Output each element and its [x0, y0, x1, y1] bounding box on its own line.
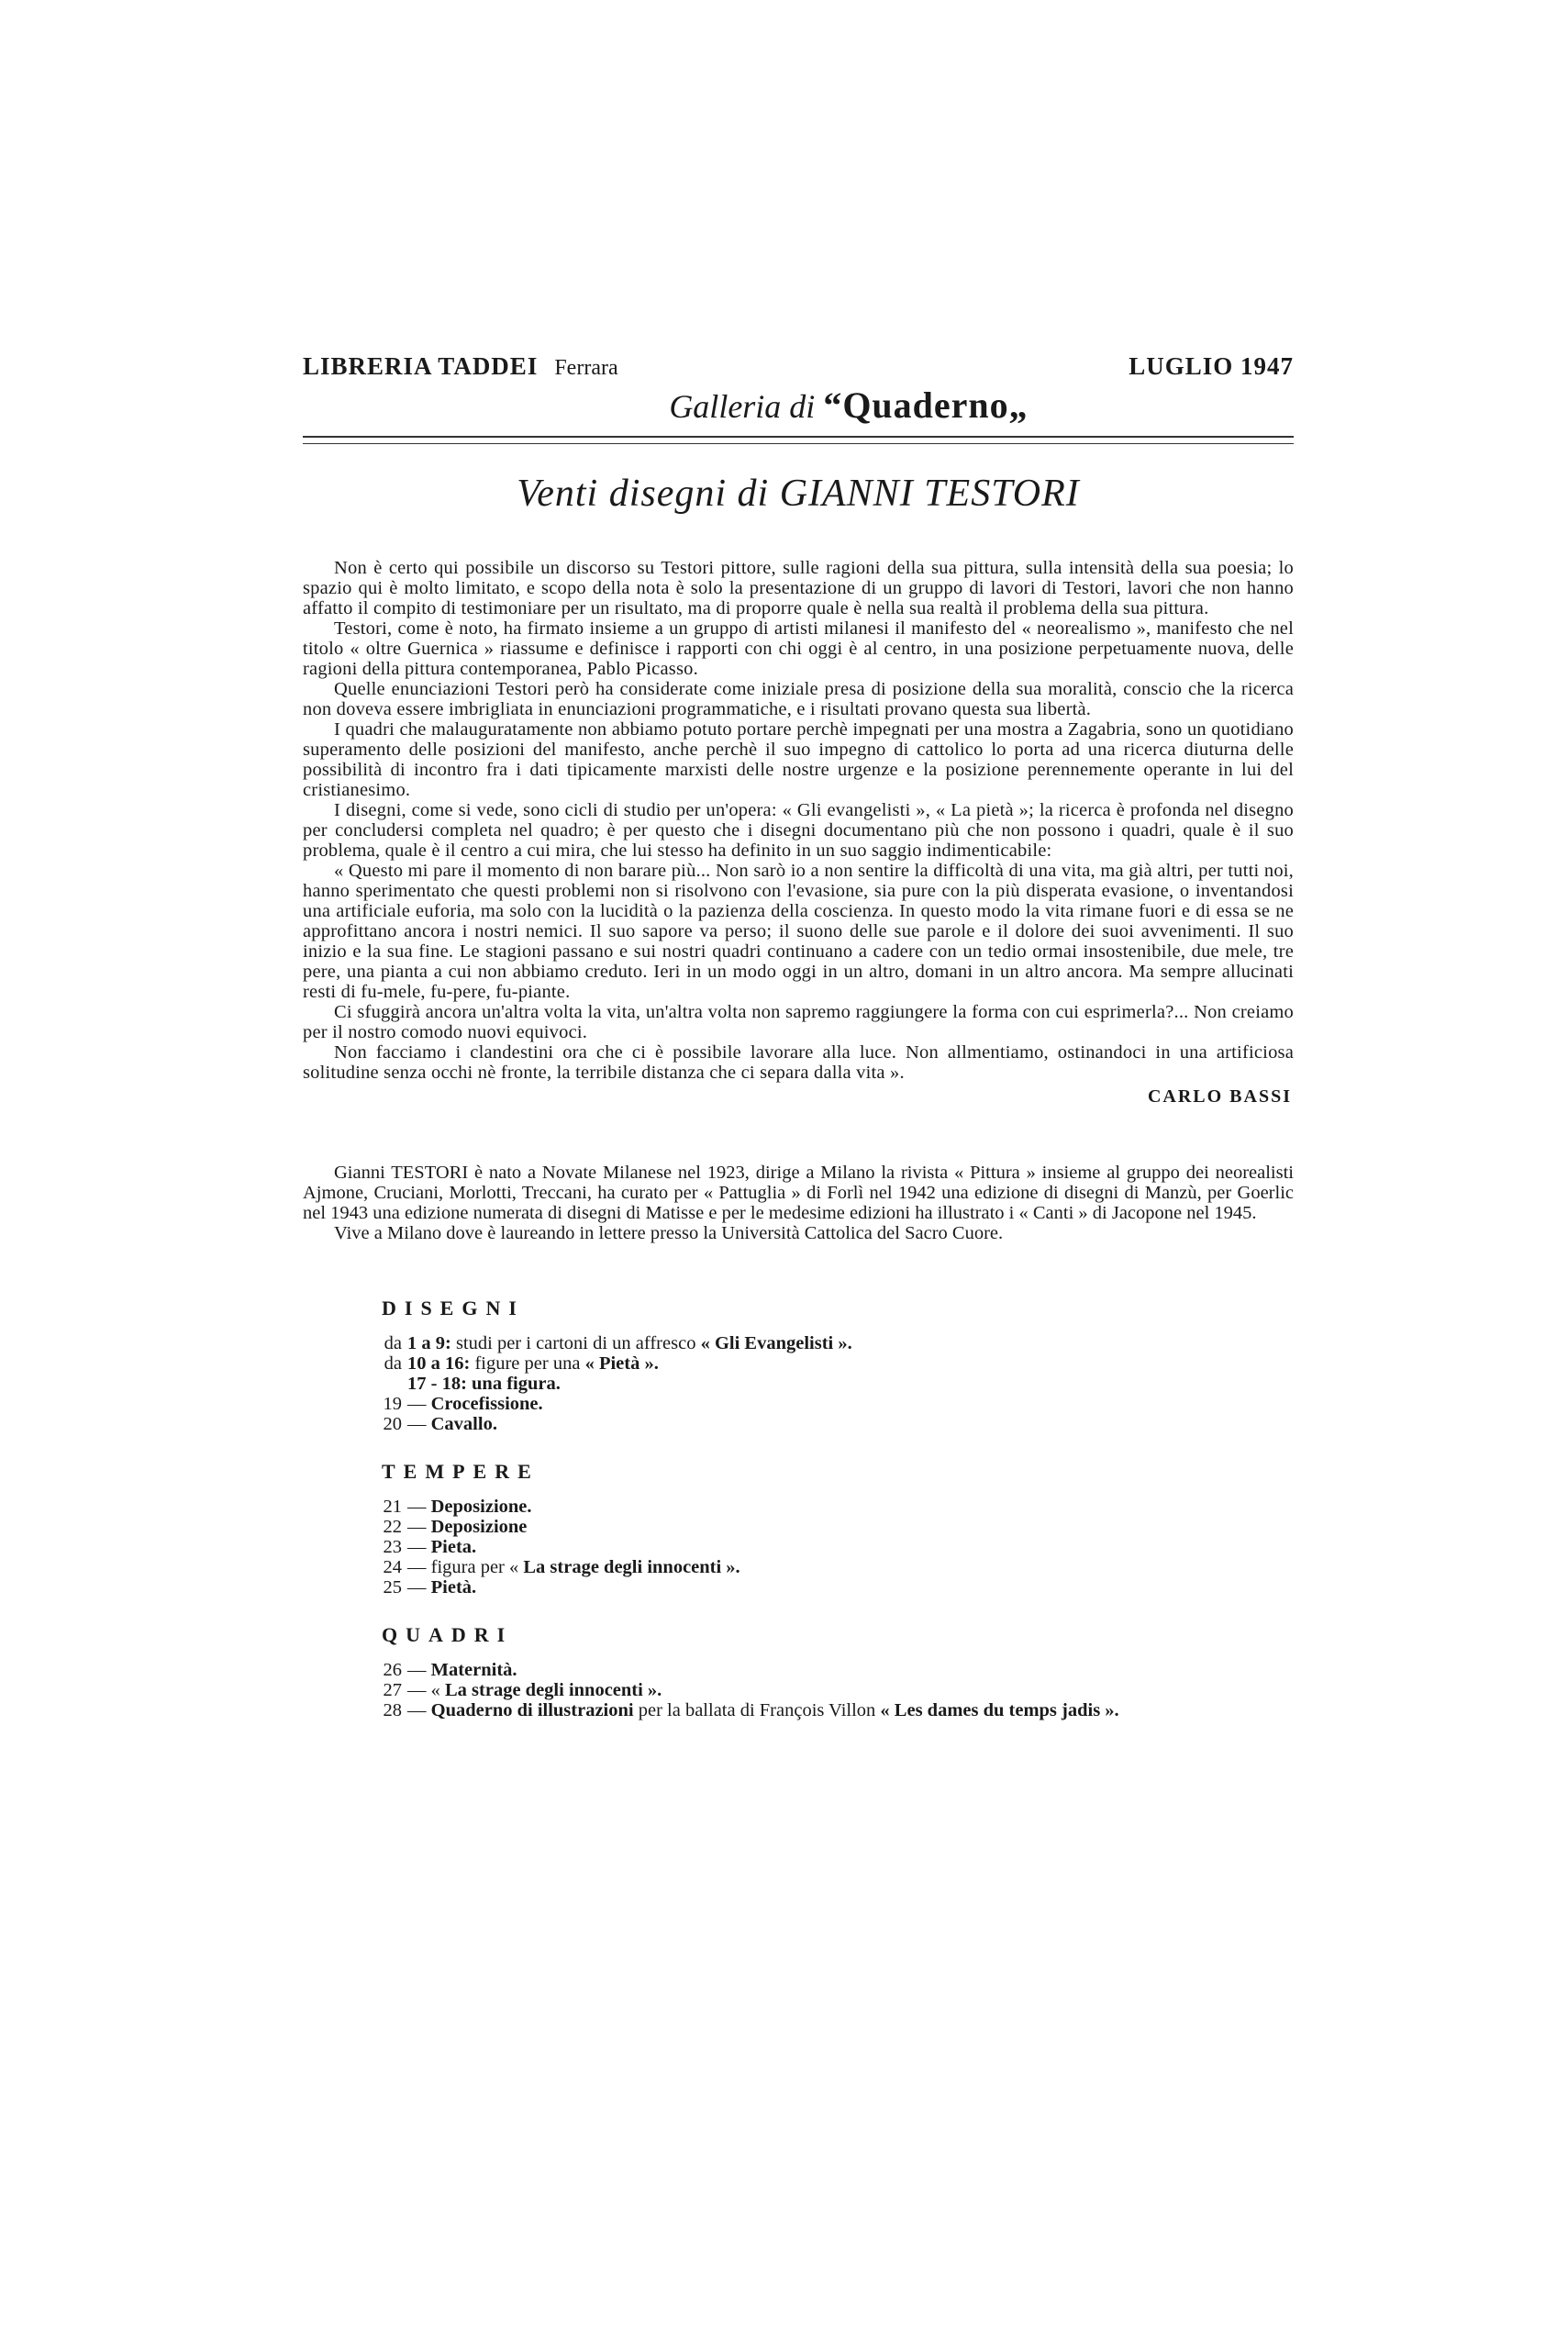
list-item: 21 — Deposizione. [383, 1497, 532, 1517]
works-list-quadri [352, 1660, 1294, 1720]
publisher-city: Ferrara [554, 356, 618, 380]
double-rule-divider [303, 436, 1294, 444]
article-paragraph: Non è certo qui possibile un discorso su Testori pittore, sulle ragioni della sua pittura, sulla intensità della sua poesia; lo spazio qui è molto limitato, e scopo della nota è solo la presentazione di un gruppo di lavori di Testori, lavori che non hanno affatto il compito di testimoniare per un risultato, ma di proporre quale è nella sua realtà il problema della sua pittura. [303, 558, 1294, 618]
gallery-prefix: Galleria di [669, 388, 816, 425]
author-signature: CARLO BASSI [1147, 1086, 1292, 1107]
list-item: da 10 a 16: figure per una « Pietà ». [384, 1353, 659, 1374]
article-paragraph: Ci sfuggirà ancora un'altra volta la vita, un'altra volta non sapremo raggiungere la forma con cui esprimerla?... Non creiamo per il nostro comodo nuovi equivoci. [303, 1002, 1294, 1042]
list-item: 25 — Pietà. [383, 1577, 477, 1598]
publisher-name: LIBRERIA TADDEI [303, 352, 539, 380]
list-item: da 1 a 9: studi per i cartoni di un affresco « Gli Evangelisti ». [384, 1333, 852, 1353]
section-heading-tempere: TEMPERE [382, 1460, 539, 1483]
list-item: 26 — Maternità. [383, 1660, 517, 1680]
article-paragraph: I disegni, come si vede, sono cicli di studio per un'opera: « Gli evangelisti », « La pietà »; la ricerca è profonda nel disegno per concludersi completa nel quadro; è per questo che i disegni documentano più che non possono i quadri, quale è il suo problema, quale è il centro a cui mira, che lui stesso ha definito in un suo saggio indimenticabile: [303, 800, 1294, 861]
document-page [303, 349, 1294, 1720]
publisher [303, 352, 618, 381]
section-heading-quadri: QUADRI [382, 1623, 514, 1646]
article-paragraph: I quadri che malauguratamente non abbiamo potuto portare perchè impegnati per una mostra a Zagabria, sono un quotidiano superamento delle posizioni del manifesto, anche perchè il suo impegno di cattolico lo porta ad una ricerca diuturna delle possibilità di incontro fra i dati tipicamente marxisti delle nostre urgenze e la posizione perennemente operante in lui del cristianesimo. [303, 719, 1294, 800]
issue-date: LUGLIO 1947 [1129, 352, 1294, 380]
section-heading-disegni: DISEGNI [382, 1297, 525, 1319]
article-paragraph: « Questo mi pare il momento di non barare più... Non sarò io a non sentire la difficoltà di una vita, ma già altri, per tutti noi, hanno sperimentato che questi problemi non si risolvono con l'evasione, sia pure con la più disperata evasione, o inventandosi una artificiale euforia, ma solo con la lucidità o la pazienza della coscienza. In questo modo la vita rimane fuori e di essa se ne approfittano ancora i nostri nemici. Il suo sapore va perso; il suono delle sue parole e il dolore dei suoi avvenimenti. Il suo inizio e la sua fine. Le stagioni passano e sui nostri quadri continuano a cadere con un tedio ormai insostenibile, due mele, tre pere, una pianta a cui non abbiamo creduto. Ieri in un modo oggi in un altro, domani in un altro ancora. Ma sempre allucinati resti di fu-mele, fu-pere, fu-piante. [303, 861, 1294, 1002]
artist-biography [303, 1163, 1294, 1243]
list-item: 20 — Cavallo. [383, 1414, 497, 1434]
article-paragraph: Quelle enunciazioni Testori però ha considerate come iniziale presa di posizione della sua moralità, conscio che la ricerca non doveva essere imbrigliata in enunciazioni programmatiche, e i risultati provano questa sua libertà. [303, 679, 1294, 719]
article-title: Venti disegni di GIANNI TESTORI [517, 473, 1080, 515]
bio-paragraph: Gianni TESTORI è nato a Novate Milanese nel 1923, dirige a Milano la rivista « Pittura » insieme al gruppo dei neorealisti Ajmone, Cruciani, Morlotti, Treccani, ha curato per « Pattuglia » di Forlì nel 1942 una edizione di disegni di Manzù, per Goerlic nel 1943 una edizione numerata di disegni di Matisse e per le medesime edizioni ha illustrato i « Canti » di Jacopone nel 1945. [303, 1163, 1294, 1223]
list-item: 24 — figura per « La strage degli innocenti ». [383, 1557, 740, 1577]
bio-paragraph: Vive a Milano dove è laureando in lettere presso la Università Cattolica del Sacro Cuore. [334, 1223, 1004, 1243]
list-item: 19 — Crocefissione. [383, 1394, 543, 1414]
gallery-name: “Quaderno„ [823, 384, 1029, 426]
list-item: 17 - 18: una figura. [407, 1374, 561, 1394]
works-list-disegni [352, 1333, 1294, 1434]
masthead [303, 349, 1294, 391]
list-item: 23 — Pieta. [383, 1537, 477, 1557]
article-body [303, 558, 1294, 1083]
article-paragraph: Testori, come è noto, ha firmato insieme a un gruppo di artisti milanesi il manifesto del « neorealismo », manifesto che nel titolo « oltre Guernica » riassume e definisce i rapporti con chi oggi è al centro, in una posizione perpetuamente nuova, delle ragioni della pittura contemporanea, Pablo Picasso. [303, 618, 1294, 679]
works-list-tempere [352, 1497, 1294, 1598]
list-item: 22 — Deposizione [383, 1517, 528, 1537]
list-item: 27 — « La strage degli innocenti ». [383, 1680, 662, 1700]
article-paragraph: Non facciamo i clandestini ora che ci è possibile lavorare alla luce. Non allmentiamo, ostinandoci in una artificiosa solitudine senza occhi nè fronte, la terribile distanza che ci separa dalla vita ». [303, 1042, 1294, 1083]
list-item: 28 — Quaderno di illustrazioni per la ballata di François Villon « Les dames du temps jadis ». [383, 1700, 1119, 1720]
